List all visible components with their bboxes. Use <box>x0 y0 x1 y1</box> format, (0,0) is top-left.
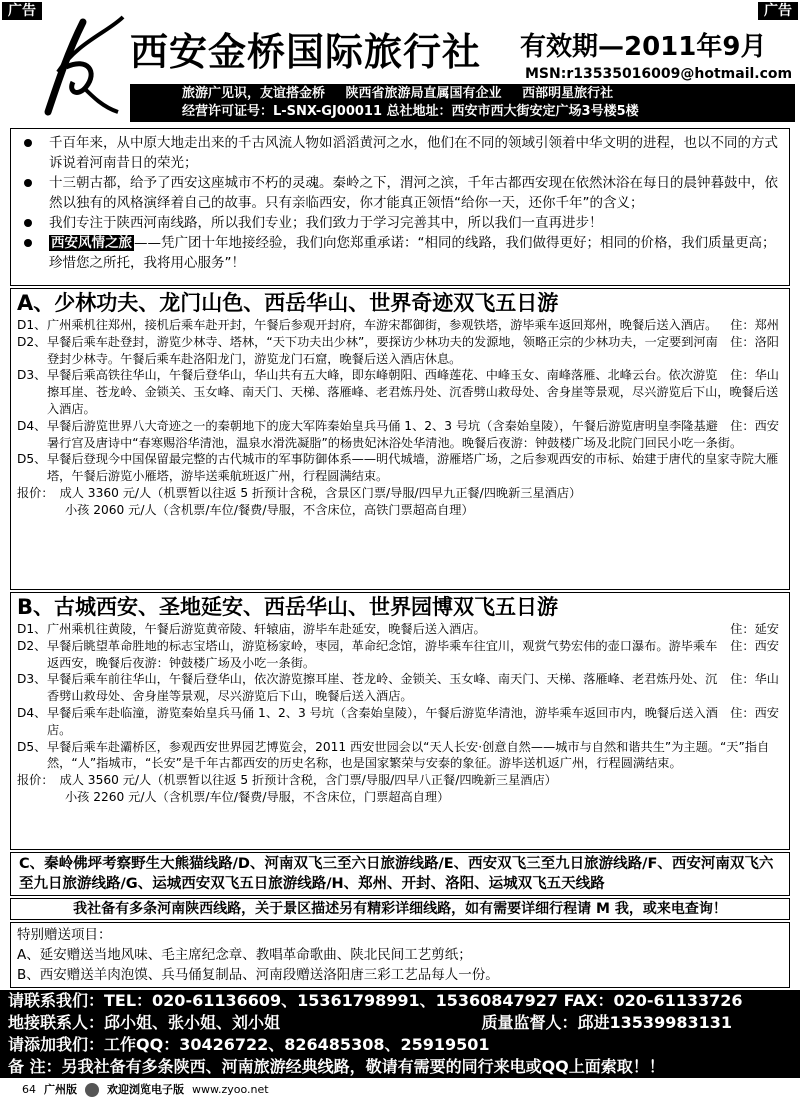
intro-highlight: 西安风情之旅 <box>51 235 132 251</box>
local-contacts: 地接联系人：邱小姐、张小姐、刘小姐 <box>8 1013 281 1032</box>
itinerary-day: D1、 住：郑州 广州乘机往郑州，接机后乘车赴开封，午餐后参观开封府，车游宋都御街，参观铁塔，游毕乘车返回郑州，晚餐后送入酒店。 <box>17 318 779 332</box>
itinerary-day: D1、 住：延安 广州乘机往黄陵，午餐后游览黄帝陵、轩辕庙，游毕车赴延安，晚餐后送入酒店。 <box>17 622 779 636</box>
msn-contact[interactable]: MSN:r13535016009@hotmail.com <box>525 66 793 82</box>
gift-b: B、西安赠送羊肉泡馍、兵马俑复制品、河南段赠送洛阳唐三彩工艺品每人一份。 <box>17 967 499 983</box>
intro-item: 西安风情之旅 ——凭广团十年地接经验，我们向您郑重承诺：“相同的线路，我们做得更好；相同的价格，我们质量更高；珍惜您之所托，我将用心服务”！ <box>21 233 779 273</box>
award: 西部明星旅行社 <box>522 86 614 101</box>
publisher-logo-icon <box>85 1083 99 1097</box>
gift-a: A、延安赠送当地风味、毛主席纪念章、教唱革命歌曲、陕北民间工艺剪纸； <box>17 947 472 963</box>
tour-a-section <box>10 288 790 590</box>
child-price: 小孩 2060 元/人（含机票/车位/餐费/导服，不含床位，高铁门票超高自理） <box>65 502 474 517</box>
info-bar <box>130 84 795 122</box>
intro-item: 我们专注于陕西河南线路，所以我们专业；我们致力于学习完善其中，所以我们一直再进步！ <box>21 213 779 233</box>
adult-price: 成人 3560 元/人（机票暂以往返 5 折预计含税，含门票/导服/四早八正餐/四晚新三星酒店） <box>59 773 557 788</box>
license-address: 经营许可证号：L-SNX-GJ00011 总社地址：西安市西大街安定广场3号楼5楼 <box>182 104 639 119</box>
tour-b-title: B、古城西安、圣地延安、西岳华山、世界园博双飞五日游 <box>17 595 559 619</box>
itinerary-day: D2、 住：西安 早餐后眺望革命胜地的标志宝塔山，游览杨家岭，枣园，革命纪念馆，游毕乘车往宜川，观赏气势宏伟的壶口瀑布。游毕乘车返西安，晚餐后夜游：钟鼓楼广场及小吃一条街。 <box>17 638 779 670</box>
intro-item: 千百年来，从中原大地走出来的千古风流人物如滔滔黄河之水，他们在不同的领域引领着中华文明的进程，也以不同的方式诉说着河南昔日的荣光； <box>21 133 779 173</box>
notice: 我社备有多条河南陕西线路，关于景区描述另有精彩详细线路，如有需要详细行程请 M 我，或来电查询！ <box>10 898 790 920</box>
affiliation: 陕西省旅游局直属国有企业 <box>345 86 502 101</box>
tour-b-section <box>10 592 790 850</box>
bullet-icon <box>24 239 32 247</box>
edition: 广州版 <box>44 1083 77 1096</box>
bullet-icon <box>24 179 32 187</box>
company-name: 西安金桥国际旅行社 <box>130 30 482 74</box>
page-number: 64 <box>22 1083 36 1096</box>
welcome-text: 欢迎浏览电子版 <box>107 1083 184 1096</box>
itinerary-day: D3、 住：华山 早餐后乘车前往华山，午餐后登华山，依次游览擦耳崖、苍龙岭、金锁关、玉女峰、南天门、天梯、落雁峰、老君炼丹处、沉香劈山救母处、舍身崖等景观，尽兴游览后下山，晚餐后送入酒店。 <box>17 672 779 704</box>
adult-price: 成人 3360 元/人（机票暂以往返 5 折预计含税，含景区门票/导服/四早九正餐/四晚新三星酒店） <box>59 485 582 500</box>
tour-a-prices: 报价： 成人 3360 元/人（机票暂以往返 5 折预计含税，含景区门票/导服/四早九正餐/四晚新三星酒店） 小孩 2060 元/人（含机票/车位/餐费/导服，不含床位，高铁门票超高自理） <box>11 485 789 519</box>
itinerary-day: D4、 住：西安 早餐后游览世界八大奇迹之一的秦朝地下的庞大军阵秦始皇兵马俑 1、2、3 号坑（含秦始皇陵），午餐后游览唐明皇李隆基避暑行宫及唐诗中“春寒赐浴华清池，温泉水滑洗凝脂”的杨贵妃沐浴处华清池。晚餐后夜游：钟鼓楼广场及北院门回民小吃一条街。 <box>17 418 779 450</box>
website-link[interactable]: www.zyoo.net <box>192 1083 269 1096</box>
remark-line: 备 注：另我社备有多条陕西、河南旅游经典线路，敬请有需要的同行来电或QQ上面索取！！ <box>8 1057 665 1076</box>
tour-a-title: A、少林功夫、龙门山色、西岳华山、世界奇迹双飞五日游 <box>17 291 559 315</box>
itinerary-day: D2、 住：洛阳 早餐后乘车赴登封，游览少林寺、塔林，“天下功夫出少林”，要探访少林功夫的发源地，领略正宗的少林功夫，一定要到河南登封少林寺。午餐后乘车赴洛阳龙门，游览龙门石窟，晚餐后送入酒店休息。 <box>17 334 779 366</box>
gifts-title: 特别赠送项目： <box>17 927 112 943</box>
itinerary-day: D3、 住：华山 早餐后乘高铁往华山，午餐后登华山，华山共有五大峰，即东峰朝阳、西峰莲花、中峰玉女、南峰落雁、北峰云台。依次游览擦耳崖、苍龙岭、金锁关、玉女峰、南天门、天梯、落雁峰、老君炼丹处、沉香劈山救母处、舍身崖等景观，尽兴游览后下山，晚餐后送入酒店。 <box>17 368 779 416</box>
quality-supervisor: 质量监督人：邱进13539983131 <box>481 1013 732 1032</box>
other-routes: C、秦岭佛坪考察野生大熊猫线路/D、河南双飞三至六日旅游线路/E、西安双飞三至九日旅游线路/F、西安河南双飞六至九日旅游线路/G、运城西安双飞五日旅游线路/H、郑州、开封、洛阳、运城双飞五天线路 <box>10 852 790 896</box>
contact-persons <box>8 1012 792 1034</box>
slogan: 旅游广见识，友谊搭金桥 <box>182 86 326 101</box>
intro-box <box>10 128 790 286</box>
ad-tag-left: 广告 <box>2 2 42 20</box>
bullet-icon <box>24 219 32 227</box>
company-logo-icon <box>28 12 128 122</box>
itinerary-day: D5、 早餐后乘车赴灞桥区，参观西安世界园艺博览会，2011 西安世园会以“天人长安·创意自然——城市与自然和谐共生”为主题。“天”指自然，“人”指城市，“长安”是千年古都西安的历史名称，也是国家繁荣与安泰的象征。游毕送机返广州，行程圆满结束。 <box>17 739 770 771</box>
gifts-box <box>10 922 790 988</box>
phone-line[interactable]: 请联系我们：TEL：020-61136609、15361798991、15360847927 FAX：020-61133726 <box>8 991 743 1010</box>
bullet-icon <box>24 139 32 147</box>
contact-bar <box>0 990 800 1078</box>
itinerary-day: D5、 早餐后登现今中国保留最完整的古代城市的军事防御体系——明代城墙，游雁塔广场，之后参观西安的市标、始建于唐代的皇家寺院大雁塔，午餐后游览小雁塔，游毕送乘航班返广州，行程圆满结束。 <box>17 452 779 484</box>
tour-b-prices: 报价： 成人 3560 元/人（机票暂以往返 5 折预计含税，含门票/导服/四早八正餐/四晚新三星酒店） 小孩 2260 元/人（含机票/车位/餐费/导服，不含床位，门票超高自理） <box>11 772 789 806</box>
child-price: 小孩 2260 元/人（含机票/车位/餐费/导服，不含床位，门票超高自理） <box>65 789 450 804</box>
validity-period: 有效期—2011年9月 <box>520 32 767 62</box>
intro-item: 十三朝古都，给予了西安这座城市不朽的灵魂。秦岭之下，渭河之滨，千年古都西安现在依然沐浴在每日的晨钟暮鼓中，依然以独有的风格演绎着自己的故事。只有亲临西安，你才能真正领悟“给你一天，还你千年”的含义； <box>21 173 779 213</box>
itinerary-day: D4、 住：西安 早餐后乘车赴临潼，游览秦始皇兵马俑 1、2、3 号坑（含秦始皇陵），午餐后游览华清池，游毕乘车返回市内，晚餐后送入酒店。 <box>17 705 779 737</box>
qq-line[interactable]: 请添加我们：工作QQ：30426722、826485308、25919501 <box>8 1035 490 1054</box>
page-footer <box>0 1080 800 1100</box>
header <box>0 0 800 122</box>
ad-tag-right: 广告 <box>758 2 798 20</box>
